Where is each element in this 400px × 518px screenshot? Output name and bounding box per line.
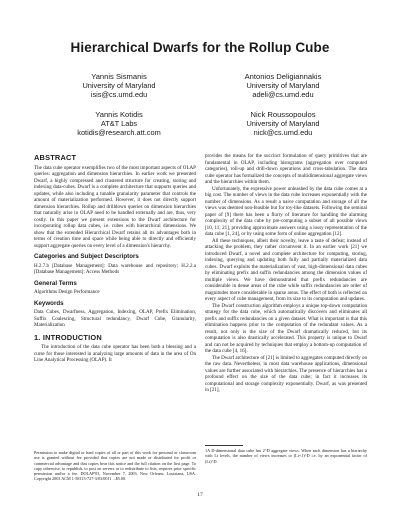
permission-notice: Permission to make digital or hard copies of all or part of this work for personal or classroom use is granted without fee provided that copies are not made or distributed for profit or commercial advantage and that copies bear this notice and the full citation on the first page. To copy otherwise, to republish, to post on servers or to redistribute to lists, requires prior specific permission and/or a fee. DOLAP'03, November 7, 2003, New Orleans, Louisiana, USA. Copyright 2003 ACM 1-58113-727-3/03/0011 ...$5.00. [34,450,196,482]
page-number: 17 [197,492,203,498]
footnote-divider [205,445,243,446]
author-name: Nick Roussopoulos [250,110,316,119]
introduction-text: The introduction of the data cube operator has been both a blessing and a curse for those interested in analyzing large amounts of data in the area of On Line Analytical Processing (OLAP). It [34,344,196,363]
body-paragraph: The Dwarf construction algorithm employs a unique top-down computation strategy for the data cube, which automatically discovers and eliminates all prefix and suffix redundancies on a given dataset. What is important is that this elimination happens prior to the computation of the redundant values. As a result, not only is the size of the Dwarf dramatically reduced, but its computation is also drastically accelerated. This property is unique to Dwarf and can not be acquired by techniques that employ a bottom-up computation of the data cube [4, 16]. [205,302,367,354]
author-affiliation: University of Maryland [246,119,320,129]
author-email: adeli@cs.umd.edu [252,90,314,100]
author-block-1 [34,72,204,100]
author-email: isis@cs.umd.edu [90,90,148,100]
body-paragraph: The Dwarf architecture of [21] is limited to aggregates computed directly on the raw data. Nevertheless, in most data warehouse applications, dimensional values are further associated with hierarchies. The presence of hierarchies has a profound effect on the size of the data cube; in fact it increases its computational and storage complexity exponentially. Dwarf, as was presented in [21], [205,354,367,393]
author-affiliation: AT&T Labs [100,119,138,129]
general-terms-heading: General Terms [34,279,77,287]
author-affiliation: University of Maryland [246,81,320,91]
abstract-text: The data cube operator exemplifies two of the most important aspects of OLAP queries: aggregation and dimension hierarchies. In earlier work we presented Dwarf, a highly compressed and clustered structure for creating, storing and indexing data-cubes. Dwarf is a complete architecture that supports queries and updates, while also including a tunable granularity parameter that controls the amount of materialization performed. However, it does not directly support dimension hierarchies. Rollup and drilldown queries on dimension hierarchies that naturally arise in OLAP need to be handled externally and are, thus, very costly. In this paper we present extensions to the Dwarf architecture for incorporating rollup data cubes, i.e. cubes with hierarchical dimensions. We show that the extended Hierarchical Dwarf retains all its advantages both in terms of creation time and space while being able to directly and efficiently support aggregate queries on every level of a dimension's hierarchy. [34,164,196,249]
author-block-2 [198,72,368,100]
paper-title: Hierarchical Dwarfs for the Rollup Cube [70,40,330,55]
author-email: nick@cs.umd.edu [253,128,313,138]
author-name: Yannis Kotidis [95,110,143,119]
author-block-3 [34,110,204,138]
keywords-heading: Keywords [34,299,64,307]
general-terms-text: Algorithms Design Performance [34,289,100,295]
right-column [205,153,367,394]
body-paragraph: Unfortunately, the expressive power unleashed by the data cube comes at a big cost. The number of views in the data cube increases exponentially with the number of dimensions. As a result a naive computation and storage of all the views was deemed non-feasible but for toy-like datasets. Following the seminal paper of [9] there has been a flurry of literature for handling the alarming complexity of the data cube by pre-computing a subset of all possible views [10, 11, 21], providing approximate answers using a lossy representation of the data cube [1, 24], or by using some form of online aggregation [12]. [205,185,367,237]
footnote: 1A D-dimensional data cube has 2^D aggregate views. When each dimension has a hierarchy with Li levels, the number of views increases to (Li+1)^D i.e. by an exponential factor of (Li)^D. [205,448,367,464]
categories-text: H.2.7.b [Database Management]: Data warehouse and repository; H.2.2.a [Database Management]: Access Methods [34,262,196,275]
body-paragraph: All these techniques, albeit their novelty, leave a taste of defeat; instead of attacking the problem, they rather circumvent it. In an earlier work [21] we introduced Dwarf, a novel and complete architecture for computing, storing, indexing, querying and updating both fully and partially materialized data cubes. Dwarf exploits the materialization of vast, high-dimensional data cubes by eliminating prefix and suffix redundancies among the dimension values of multiple views. We have demonstrated that prefix redundancies are considerable in dense areas of the cube while suffix redundancies are order of magnitudes more considerable in sparse areas. The effect of both is reflected on every aspect of cube management, from its size to its computation and updates. [205,237,367,302]
author-name: Antonios Deligiannakis [244,72,322,81]
introduction-heading: 1. INTRODUCTION [34,332,102,342]
body-paragraph: provides the means for the succinct formulation of query primitives that are fundamental in OLAP, including histograms (aggregation over computed categories), roll-up and drill-down operations and cross-tabulation. The data cube operator has formalized the concepts of multidimensional aggregate views and the hierarchies within them. [205,153,367,185]
author-affiliation: University of Maryland [82,81,156,91]
keywords-text: Data Cubes, Dwarfness, Aggregation, Indexing, OLAP, Prefix Elimination, Suffix Coalescing, Structural redundancy, Dwarf Cube, Granularity, Materialization [34,309,196,328]
author-block-4 [198,110,368,138]
abstract-heading: ABSTRACT [34,153,77,162]
author-name: Yannis Sismanis [91,72,147,81]
author-email: kotidis@research.att.com [77,128,161,138]
left-column [34,153,196,364]
categories-heading: Categories and Subject Descriptors [34,253,139,260]
